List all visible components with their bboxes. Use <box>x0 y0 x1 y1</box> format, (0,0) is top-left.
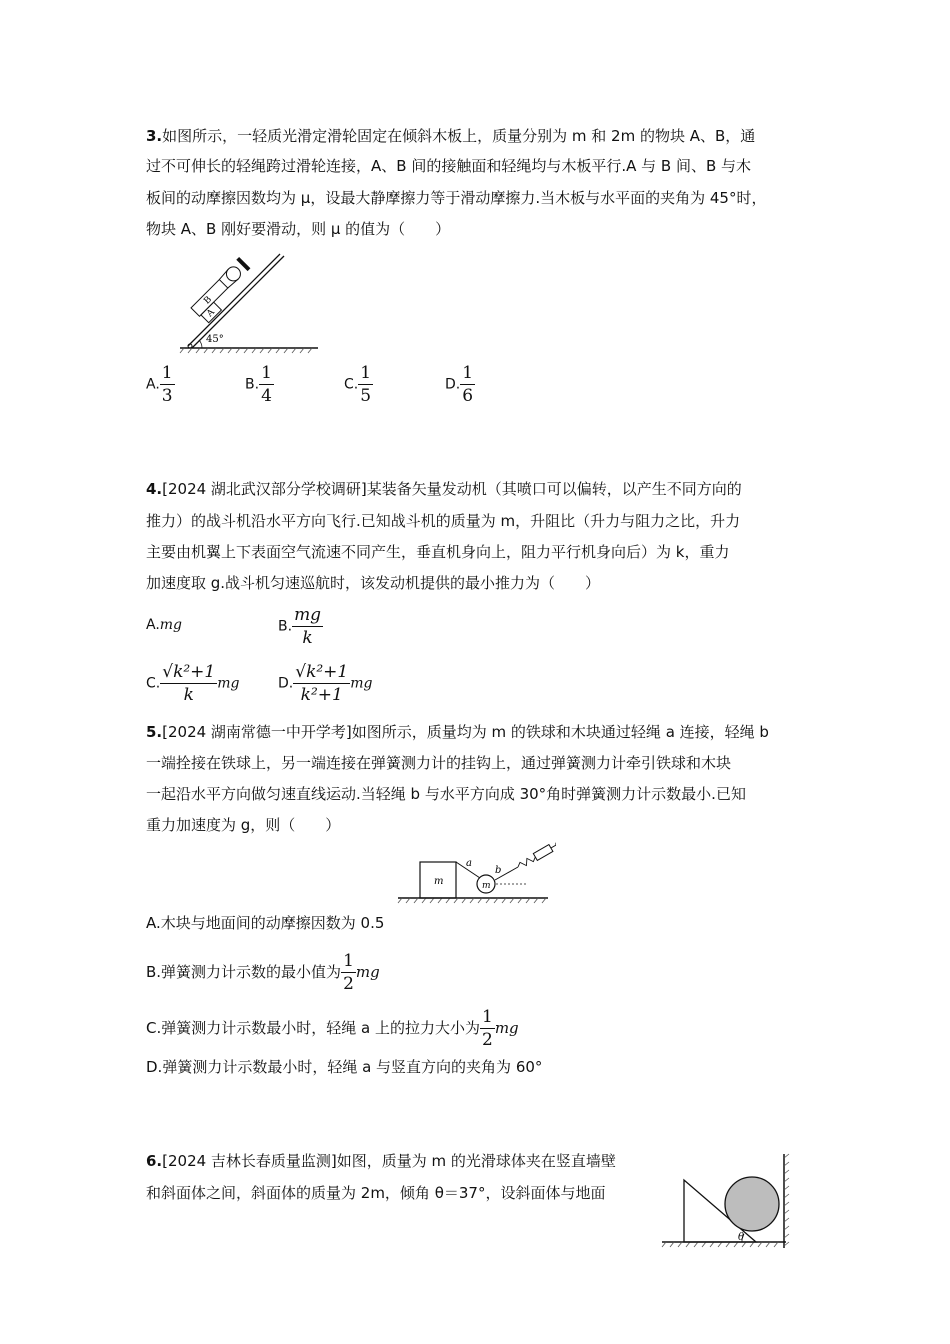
q6-wedge-figure <box>660 1150 800 1256</box>
q6-number: 6. <box>146 1152 163 1170</box>
q4-number: 4. <box>146 480 163 498</box>
q4-line-2: 推力）的战斗机沿水平方向飞行.已知战斗机的质量为 m，升阻比（升力与阻力之比，升力 <box>146 512 741 530</box>
q3-incline-figure <box>176 250 321 354</box>
q5-option-b[interactable]: B.弹簧测力计示数的最小值为 $\frac{1}{2}$ mg <box>146 951 380 994</box>
q3-line-4: 物块 A、B 刚好要滑动，则 μ 的值为（ ） <box>146 220 451 238</box>
q3-option-a[interactable]: A. $\frac{1}{3}$ <box>146 363 173 406</box>
q4-option-c[interactable]: C. $\frac{\text{√k²+1}}{k}$ mg <box>146 662 240 705</box>
q4-option-a[interactable]: A.mg <box>146 617 183 633</box>
q6-line-1: 6.[2024 吉林长春质量监测]如图，质量为 m 的光滑球体夹在竖直墙壁 <box>146 1152 616 1170</box>
q5-block-label: m <box>434 876 444 887</box>
q3-option-b[interactable]: B. $\frac{1}{4}$ <box>245 363 272 406</box>
q3-line-3: 板间的动摩擦因数均为 μ，设最大静摩擦力等于滑动摩擦力.当木板与水平面的夹角为 45°时， <box>146 189 767 207</box>
q5-rope-a-label: a <box>466 858 472 869</box>
q4-option-b[interactable]: B. $\frac{mg}{k}$ <box>278 605 322 648</box>
q5-option-c[interactable]: C.弹簧测力计示数最小时，轻绳 a 上的拉力大小为 $\frac{1}{2}$ mg <box>146 1007 519 1050</box>
q4-line-3: 主要由机翼上下表面空气流速不同产生，垂直机身向上，阻力平行机身向后）为 k，重力 <box>146 543 730 561</box>
q3-line-1: 3.如图所示，一轻质光滑定滑轮固定在倾斜木板上，质量分别为 m 和 2m 的物块 A、B，通 <box>146 127 756 145</box>
q5-option-d[interactable]: D.弹簧测力计示数最小时，轻绳 a 与竖直方向的夹角为 60° <box>146 1058 543 1076</box>
q3-line-2: 过不可伸长的轻绳跨过滑轮连接，A、B 间的接触面和轻绳均与木板平行.A 与 B 间、B 与木 <box>146 157 752 175</box>
q5-rope-b-label: b <box>495 865 502 876</box>
q5-ball-label: m <box>482 881 491 891</box>
q4-line-1: 4.[2024 湖北武汉部分学校调研]某装备矢量发动机（其喷口可以偏转，以产生不同方向的 <box>146 480 742 498</box>
q5-line-1: 5.[2024 湖南常德一中开学考]如图所示，质量均为 m 的铁球和木块通过轻绳 a 连接，轻绳 b <box>146 723 769 741</box>
q5-spring-figure <box>396 840 556 904</box>
q3-block-a-label: A <box>205 307 217 320</box>
q3-option-d[interactable]: D. $\frac{1}{6}$ <box>445 363 474 406</box>
q3-number: 3. <box>146 127 163 145</box>
q5-number: 5. <box>146 723 163 741</box>
q6-line-2: 和斜面体之间，斜面体的质量为 2m，倾角 θ＝37°，设斜面体与地面 <box>146 1184 606 1202</box>
q3-option-c[interactable]: C. $\frac{1}{5}$ <box>344 363 372 406</box>
q5-line-2: 一端拴接在铁球上，另一端连接在弹簧测力计的挂钩上，通过弹簧测力计牵引铁球和木块 <box>146 754 732 772</box>
q5-line-3: 一起沿水平方向做匀速直线运动.当轻绳 b 与水平方向成 30°角时弹簧测力计示数最小.已知 <box>146 785 746 803</box>
q5-option-a[interactable]: A.木块与地面间的动摩擦因数为 0.5 <box>146 914 385 932</box>
q3-angle-label: 45° <box>206 334 224 345</box>
q3-block-b-label: B <box>202 294 215 307</box>
q4-line-4: 加速度取 g.战斗机匀速巡航时，该发动机提供的最小推力为（ ） <box>146 574 601 592</box>
q4-option-d[interactable]: D. $\frac{\text{√k²+1}}{\text{k²+1}}$ mg <box>278 662 373 705</box>
q6-angle-label: θ <box>738 1232 745 1243</box>
q5-line-4: 重力加速度为 g，则（ ） <box>146 816 341 834</box>
